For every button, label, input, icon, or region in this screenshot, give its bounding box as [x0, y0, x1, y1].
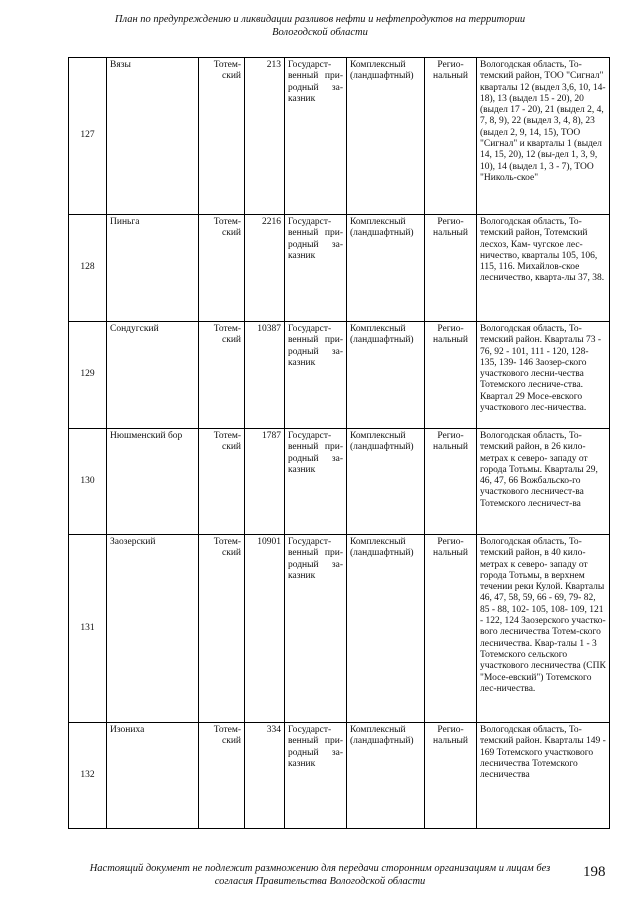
- footer-line-2: согласия Правительства Вологодской области: [214, 876, 426, 887]
- table-row: [69, 723, 610, 829]
- reserve-profile: Комплексный (ландшафтный): [347, 429, 425, 535]
- header-line-2: Вологодской области: [272, 27, 368, 38]
- significance: Регио-нальный: [425, 58, 477, 215]
- significance: Регио-нальный: [425, 322, 477, 429]
- area-ha: 10387: [245, 322, 285, 429]
- reserve-profile: Комплексный (ландшафтный): [347, 215, 425, 322]
- row-number: 128: [69, 215, 107, 322]
- table-row: [69, 215, 610, 322]
- table-row: [69, 58, 610, 215]
- district: Тотем-ский: [199, 58, 245, 215]
- reserve-name: Вязы: [107, 58, 199, 215]
- location: Вологодская область, То-темский район, в 26 кило-метрах к северо- западу от города Тотьмы. Кварталы 29, 46, 47, 66 Вожбальско-го участкового лесничест-ва Тотемского лесничест-ва: [477, 429, 610, 535]
- reserve-profile: Комплексный (ландшафтный): [347, 58, 425, 215]
- reserve-profile: Комплексный (ландшафтный): [347, 322, 425, 429]
- district: Тотем-ский: [199, 429, 245, 535]
- area-ha: 213: [245, 58, 285, 215]
- reserve-type: Государст-венный при-родный за-казник: [285, 535, 347, 723]
- reserve-name: Заозерский: [107, 535, 199, 723]
- reserve-type: Государст-венный при-родный за-казник: [285, 429, 347, 535]
- reserve-name: Пиньга: [107, 215, 199, 322]
- area-ha: 1787: [245, 429, 285, 535]
- location: Вологодская область, То-темский район, ТОО "Сигнал" кварталы 12 (выдел 3,6, 10, 14- 18), 13 (выдел 15 - 20), 20 (выдел 17 - 20), 21 (выдел 2, 4, 7, 8, 9), 22 (выдел 3, 4, 8), 23 (выдел 2, 9, 14, 15), ТОО "Сигнал" и кварталы 1 (выдел 14, 15, 20), 12 (вы-дел 1, 3, 9, 10), 14 (выдел 1, 3 - 7), ТОО "Николь-ское": [477, 58, 610, 215]
- protected-areas-table: [68, 57, 610, 829]
- table-row: [69, 322, 610, 429]
- area-ha: 2216: [245, 215, 285, 322]
- significance: Регио-нальный: [425, 723, 477, 829]
- significance: Регио-нальный: [425, 429, 477, 535]
- location: Вологодская область, То-темский район, Тотемский лесхоз, Кам- чугское лес-ничество, кварталы 105, 106, 115, 116. Михайлов-ское лесничество, кварта-лы 37, 38.: [477, 215, 610, 322]
- district: Тотем-ский: [199, 215, 245, 322]
- page-header: [60, 13, 580, 39]
- page-footer: [80, 862, 560, 888]
- reserve-name: Нюшменский бор: [107, 429, 199, 535]
- table-row: [69, 429, 610, 535]
- reserve-name: Сондугский: [107, 322, 199, 429]
- location: Вологодская область, То-темский район. Кварталы 149 - 169 Тотемского участкового лесничества Тотемского лесничества: [477, 723, 610, 829]
- row-number: 131: [69, 535, 107, 723]
- significance: Регио-нальный: [425, 535, 477, 723]
- significance: Регио-нальный: [425, 215, 477, 322]
- reserve-type: Государст-венный при-родный за-казник: [285, 58, 347, 215]
- district: Тотем-ский: [199, 535, 245, 723]
- row-number: 129: [69, 322, 107, 429]
- reserve-type: Государст-венный при-родный за-казник: [285, 723, 347, 829]
- reserve-type: Государст-венный при-родный за-казник: [285, 322, 347, 429]
- area-ha: 334: [245, 723, 285, 829]
- reserve-profile: Комплексный (ландшафтный): [347, 535, 425, 723]
- district: Тотем-ский: [199, 723, 245, 829]
- page-number: 198: [583, 864, 606, 880]
- reserve-type: Государст-венный при-родный за-казник: [285, 215, 347, 322]
- reserve-name: Изониха: [107, 723, 199, 829]
- district: Тотем-ский: [199, 322, 245, 429]
- location: Вологодская область, То-темский район. Кварталы 73 - 76, 92 - 101, 111 - 120, 128- 135, 139- 146 Заозер-ского участкового лесни-чества Тотемского лесниче-ства. Квартал 29 Мосе-евского участкового лес-ничества.: [477, 322, 610, 429]
- row-number: 132: [69, 723, 107, 829]
- reserve-profile: Комплексный (ландшафтный): [347, 723, 425, 829]
- location: Вологодская область, То-темский район, в 40 кило-метрах к северо- западу от города Тотьмы, в верхнем течении реки Кулой. Кварталы 46, 47, 58, 59, 66 - 69, 79- 82, 85 - 88, 102- 105, 108- 109, 121 - 122, 124 Заозерского участко-вого лесничества Тотем-ского лесничества. Квар-талы 1 - 3 Тотемского сельского участкового лесничества (СПК "Мосе-евский") Тотемского лес-ничества.: [477, 535, 610, 723]
- area-ha: 10901: [245, 535, 285, 723]
- footer-line-1: Настоящий документ не подлежит размножению для передачи сторонним организациям и лицам без: [89, 863, 551, 874]
- table-row: [69, 535, 610, 723]
- row-number: 127: [69, 58, 107, 215]
- header-line-1: План по предупреждению и ликвидации разливов нефти и нефтепродуктов на территории: [114, 14, 526, 25]
- row-number: 130: [69, 429, 107, 535]
